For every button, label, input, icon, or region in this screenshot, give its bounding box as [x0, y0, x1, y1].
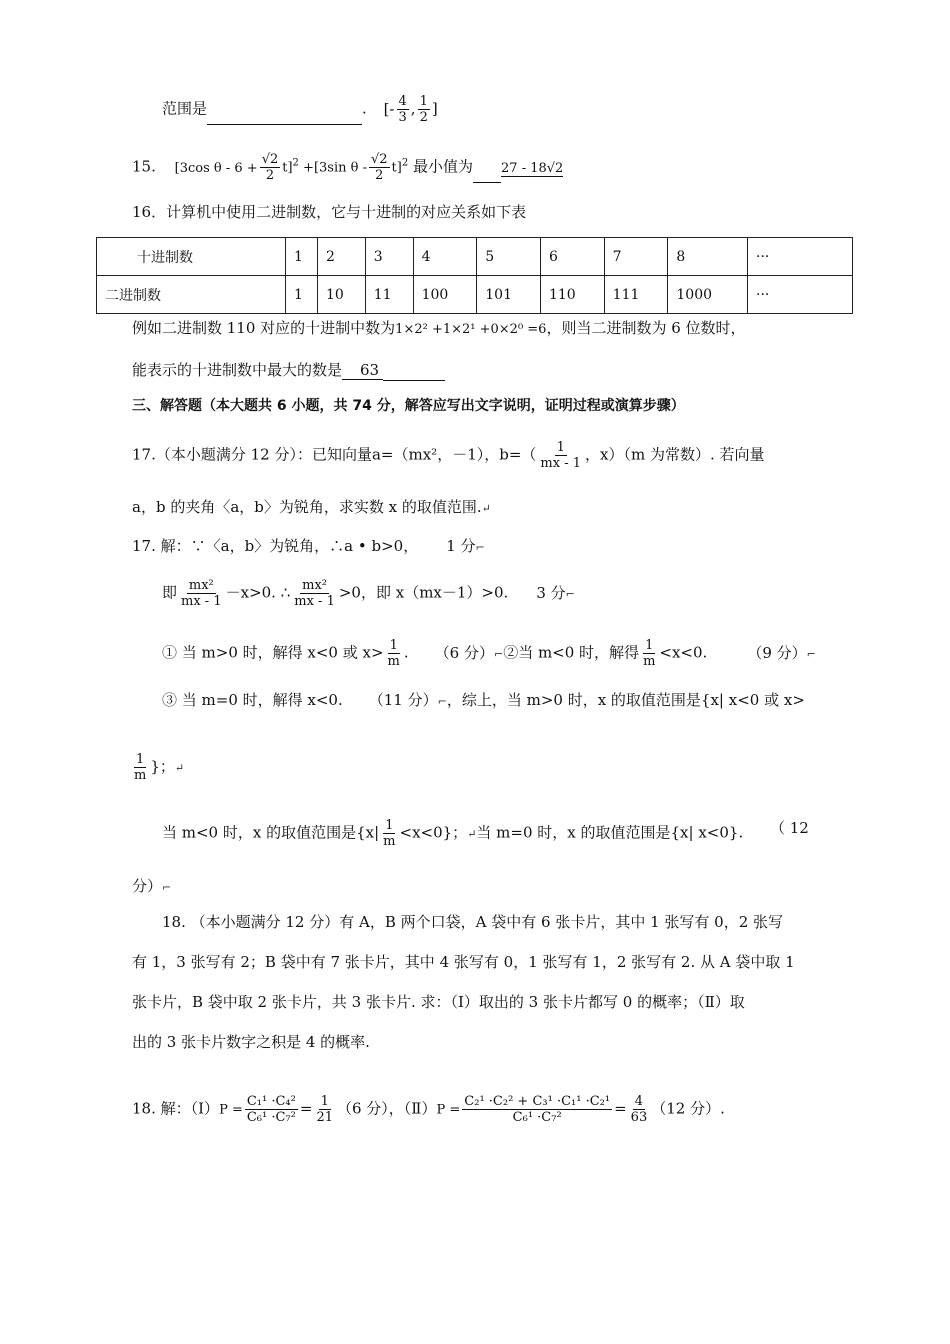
paragraph-mark-icon: ⌐: [806, 647, 816, 661]
p17-frac-q-d: mx - 1: [540, 456, 582, 471]
p18-question-line1: 18. （本小题满分 12 分）有 A，B 两个口袋，A 袋中有 6 张卡片，其中 1 张写有 0，2 张写: [162, 913, 784, 931]
p18-s-a: 18. 解：（Ⅰ）: [132, 1099, 220, 1118]
section-3-heading: 三、解答题（本大题共 6 小题，共 74 分，解答应写出文字说明，证明过程或演算步骤）: [132, 398, 685, 414]
p18-frac1-d: C₆¹ ·C₇²: [246, 1110, 296, 1125]
p15-den2: 2: [375, 168, 384, 183]
p15-frac2: [369, 152, 390, 183]
p17-frac-s6-n: 1: [385, 818, 394, 833]
p17-frac-s3-1-n: 1: [389, 638, 398, 653]
table-cell: 111: [604, 276, 668, 314]
p16-example-tail: ，则当二进制数为 6 位数时，: [546, 319, 746, 337]
p17-frac-s5-d: m: [134, 768, 147, 783]
paragraph-mark-icon: ⌐: [437, 695, 447, 708]
p17-s6a: 当 m<0 时，x 的取值范围是{x|: [162, 823, 380, 842]
p15-number: 15.: [132, 157, 156, 176]
paragraph-mark-icon: ⌐: [162, 881, 172, 894]
p15-blank: [473, 182, 501, 183]
p17-frac-s6: [381, 818, 397, 849]
p17-solution-line3: [162, 638, 816, 669]
p15-sq1: 2: [292, 157, 299, 169]
p17-frac-s6-d: m: [383, 834, 396, 849]
p14-d1: 3: [398, 110, 407, 125]
p18-solution: [132, 1094, 725, 1125]
p17-frac-s2-2-n: mx²: [302, 578, 327, 593]
p18-score2: （12 分）.: [651, 1099, 725, 1118]
p17-s6-score: （ 12: [770, 819, 809, 837]
p18-frac1: [245, 1094, 298, 1125]
p18-question-line4: 出的 3 张卡片数字之积是 4 的概率.: [132, 1033, 370, 1051]
p15-question: 最小值为: [413, 157, 474, 176]
p17-frac-s2-1-n: mx²: [188, 578, 214, 593]
p15-sqrt1: √2: [261, 152, 279, 167]
p18-p-eq1: P =: [219, 1102, 243, 1118]
p16-question: [132, 360, 445, 381]
p17-frac-s3-1-d: m: [387, 654, 400, 669]
p17-s6b: <x<0}；: [399, 823, 468, 842]
p16-question-text: 能表示的十进制数中最大的数是: [132, 361, 343, 379]
table-cell: 1: [286, 276, 318, 314]
p17-s4b: ，综上，当 m>0 时，x 的取值范围是{x| x<0 或 x>: [446, 691, 805, 709]
table-cell: 4: [413, 238, 477, 276]
p15-line: [132, 152, 563, 183]
p17-frac-s5-n: 1: [136, 752, 145, 767]
p18-result2-n: 4: [634, 1094, 644, 1109]
p15-sq2: 2: [401, 157, 409, 169]
p17-s3d: <x<0.: [659, 643, 708, 662]
p14-frac1: [397, 94, 409, 125]
p15-term-b: t]: [282, 160, 293, 176]
p17-q1c: ，x）（m 为常数）. 若向量: [585, 445, 765, 464]
p17-frac-s2-1-d: mx - 1: [181, 594, 222, 609]
return-mark-icon: ↵: [174, 761, 185, 775]
p14-n1: 4: [398, 94, 407, 109]
p15-term-d: t]: [391, 160, 402, 176]
p17-q1b: a=（mx²，－1），b=（: [371, 445, 537, 464]
p17-frac-s2-2: [292, 578, 337, 609]
p17-s2a: 即: [162, 583, 178, 602]
paragraph-mark-icon: ⌐: [493, 647, 504, 661]
p17-frac-q: [538, 440, 583, 471]
p17-s3c: ②当 m<0 时，解得: [503, 643, 640, 662]
p17-frac-s3-2-d: m: [643, 654, 656, 669]
p16-answer: 63: [342, 361, 383, 380]
p17-q1: 17.（本小题满分 12 分）：已知向量: [132, 445, 372, 464]
p17-frac-s2-2-d: mx - 1: [294, 594, 335, 609]
table-cell: 6: [540, 238, 604, 276]
p17-s4-score: （11 分）: [368, 691, 438, 709]
return-mark-icon: ↵: [481, 502, 491, 515]
p17-s4a: ③ 当 m=0 时，解得 x<0.: [162, 691, 343, 709]
p18-result2-d: 63: [630, 1110, 648, 1125]
p17-solution-line4: [162, 690, 805, 712]
p14-blank: [207, 124, 362, 125]
p16-formula: 1×2² +1×2¹ +0×2⁰ =6: [395, 322, 547, 337]
p17-s5b: }；: [150, 757, 175, 776]
p18-score1: （6 分），（Ⅱ）: [336, 1099, 437, 1118]
table-cell: 7: [604, 238, 668, 276]
table-cell: 10: [317, 276, 365, 314]
table-cell: 1: [286, 238, 318, 276]
p17-question-line1: [132, 440, 765, 471]
p17-s3b: .: [403, 643, 409, 662]
p15-frac1: [260, 152, 281, 183]
p15-sqrt2: √2: [370, 152, 388, 167]
p14-line: [162, 94, 438, 125]
p18-frac2-n: C₂¹ ·C₂² + C₃¹ ·C₁¹ ·C₂¹: [464, 1094, 611, 1109]
p17-s3-score: （6 分）: [434, 643, 494, 662]
table-cell: 11: [365, 276, 413, 314]
p18-frac2: [462, 1094, 612, 1125]
p18-frac1-n: C₁¹ ·C₄²: [246, 1094, 296, 1109]
p17-solution-line6: [162, 818, 743, 849]
p17-q2: a，b 的夹角〈a，b〉为锐角，求实数 x 的取值范围.: [132, 498, 482, 516]
table-cell: ···: [748, 238, 853, 276]
paragraph-mark-icon: ⌐: [565, 587, 575, 601]
table-cell: 101: [477, 276, 541, 314]
p18-result1-n: 1: [320, 1094, 329, 1109]
p14-d2: 2: [419, 110, 428, 125]
table-cell: 8: [668, 238, 748, 276]
p18-question-line2: 有 1，3 张写有 2；B 袋中有 7 张卡片，其中 4 张写有 0，1 张写有 1，2 张写有 2. 从 A 袋中取 1: [132, 953, 795, 971]
table-cell: 5: [477, 238, 541, 276]
p17-frac-s2-1: [179, 578, 224, 609]
p17-question-line2: [132, 497, 491, 519]
p14-end: .: [362, 99, 367, 118]
p17-s2c: >0，即 x（mx－1）>0.: [338, 583, 509, 602]
p17-solution-line7: [132, 876, 171, 898]
table-cell: 110: [540, 276, 604, 314]
p17-s2b: －x>0. ∴: [225, 583, 291, 602]
p18-result2: [629, 1094, 650, 1125]
p18-question-line3: 张卡片，B 袋中取 2 张卡片，共 3 张卡片. 求：（Ⅰ）取出的 3 张卡片都写 0 的概率；（Ⅱ）取: [132, 993, 745, 1011]
p17-s6c: 当 m=0 时，x 的取值范围是{x| x<0}.: [476, 823, 744, 842]
p17-solution-line2: [162, 578, 575, 609]
p17-s1: 17. 解：∵〈a，b〉为锐角，∴a • b>0，: [132, 537, 419, 555]
p16-blank: [383, 380, 445, 381]
p17-frac-q-n: 1: [556, 440, 565, 455]
p17-s3-score2: （9 分）: [747, 643, 807, 662]
p17-s7: 分）: [132, 877, 163, 895]
table-cell: 十进制数: [97, 238, 286, 276]
table-cell: 3: [365, 238, 413, 276]
p14-frac2: [418, 94, 430, 125]
table-row-binary: [97, 276, 853, 314]
p17-frac-s5: [132, 752, 148, 783]
p14-sep: ,: [410, 99, 416, 118]
p17-frac-s3-1: [386, 638, 402, 669]
p18-eq1: =: [299, 1099, 313, 1118]
p18-p-eq2: P =: [436, 1102, 461, 1118]
p15-den1: 2: [265, 168, 275, 183]
p15-answer: 27 - 18√2: [501, 160, 564, 176]
p17-frac-s3-2-n: 1: [645, 638, 654, 653]
p14-answer-close: ]: [431, 99, 438, 118]
p18-frac2-d: C₆¹ ·C₇²: [512, 1110, 562, 1125]
p17-frac-s3-2: [641, 638, 657, 669]
p14-answer-open: [-: [383, 99, 395, 118]
binary-table: [96, 237, 853, 314]
p17-s3a: ① 当 m>0 时，解得 x<0 或 x>: [162, 643, 384, 662]
p17-s1-score: 1 分: [446, 537, 476, 555]
table-cell: 1000: [668, 276, 748, 314]
p16-example-text: 例如二进制数 110 对应的十进制中数为: [132, 319, 396, 337]
p18-result1-d: 21: [316, 1110, 333, 1125]
table-cell: 二进制数: [97, 276, 286, 314]
table-cell: ···: [748, 276, 853, 314]
paragraph-mark-icon: ⌐: [475, 541, 485, 554]
return-mark-icon: ↵: [467, 827, 477, 841]
p17-solution-line5: [130, 752, 184, 783]
p16-example: [132, 318, 746, 340]
p15-term-c: +[3sin θ -: [298, 160, 367, 176]
p14-n2: 1: [419, 94, 428, 109]
table-cell: 2: [317, 238, 365, 276]
p17-solution-line1: [132, 536, 485, 558]
p16-intro: 16．计算机中使用二进制数，它与十进制的对应关系如下表: [132, 203, 527, 221]
p14-text: 范围是: [162, 99, 208, 118]
p15-term-a: [3cos θ - 6 +: [174, 160, 258, 176]
table-cell: 100: [413, 276, 477, 314]
p18-eq2: =: [614, 1099, 627, 1118]
p18-result1: [314, 1094, 335, 1125]
p17-s2-score: 3 分: [536, 583, 566, 602]
table-row-decimal: [97, 238, 853, 276]
